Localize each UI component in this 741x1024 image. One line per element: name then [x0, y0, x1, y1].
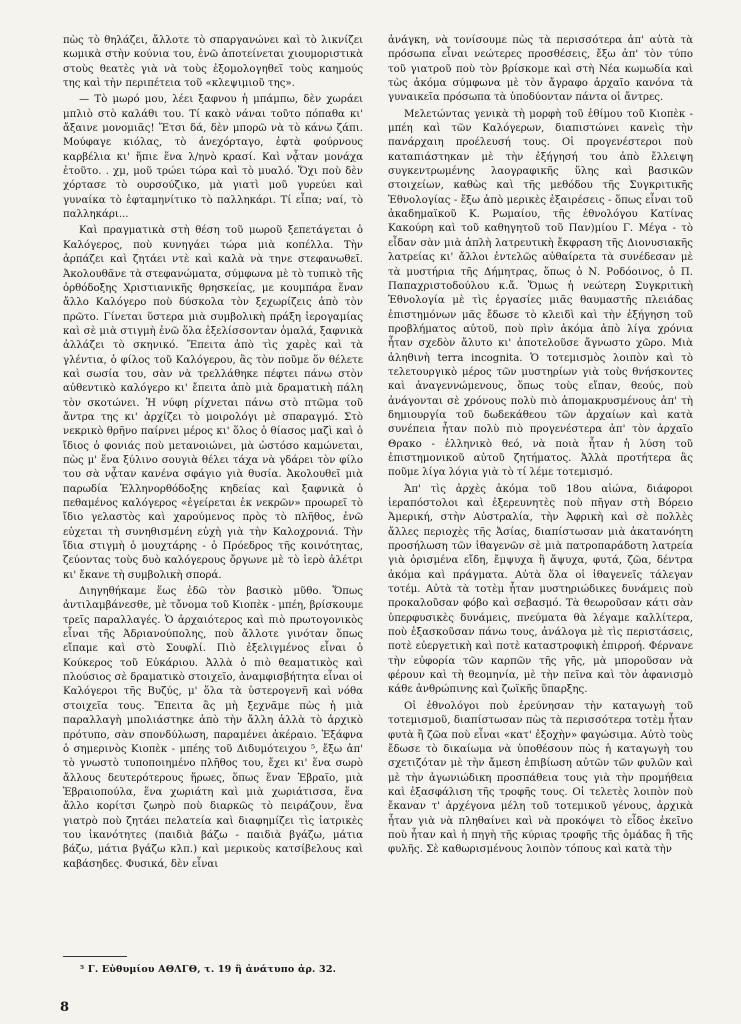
paragraph: Οἱ ἐθνολόγοι ποὺ ἐρεύνησαν τὴν καταγωγὴ τοῦ τοτεμισμοῦ, διαπίστωσαν πὼς τὰ περισσότερα τοτὲμ ἦταν φυτὰ ἢ ζῶα ποὺ εἶναι «κατ' ἐξοχὴν» φαγώσιμα. Αὐτὸ τοὺς ἔδωσε τὸ δικαίωμα νὰ ὑποθέσουν πὼς ἡ καταγωγὴ του σχετιζόταν μὲ τὴν ἄμεση ἐπιβίωση αὐτῶν τῶν φυλῶν καὶ μὲ τὴν ἀγωνιώδικη προσπάθεια τους γιὰ τὴν προμήθεια καὶ ἐξασφάλιση τῆς τροφῆς τους. Οἱ τελετὲς λοιπὸν ποὺ ἔκαναν τ' ἀρχέγονα μέλη τοῦ τοτεμικοῦ γένους, ἀρχικὰ ἦταν γιὰ νὰ πληθαίνει καὶ νὰ προκόψει τὸ εἶδος ἐκεῖνο ποὺ ἦταν καὶ ἡ πηγὴ τῆς κύριας τροφῆς τῆς ὁμάδας ἢ τῆς φυλῆς. Σὲ καθωρισμένους λοιπὸν τόπους καὶ κατὰ τὴν — [388, 700, 693, 856]
footnote: ⁵ Γ. Εὐθυμίου ΑΘΛΓΘ, τ. 19 ἢ ἀνάτυπο ἀρ. 32. — [80, 964, 337, 975]
paragraph: Καὶ πραγματικὰ στὴ θέση τοῦ μωροῦ ξεπετάγεται ὁ Καλόγερος, ποὺ κυνηγάει τώρα μιὰ κοπέλλα. Τὴν ἁρπάζει καὶ ζητάει ντὲ καὶ καλὰ νὰ τηνε στεφανωθεῖ. Ἀκολουθᾶνε τὰ στεφανώματα, σύμφωνα μὲ τὸ τυπικὸ τῆς ὀρθόδοξης Χριστιανικῆς θρησκείας, με κουμπάρα ἕναν ἄλλο Καλόγερο ποὺ δύσκολα τὸν ξεχωρίζεις ἀπὸ τὸν πρῶτο. Γίνεται ὕστερα μιὰ συμβολικὴ πράξη ἱερογαμίας καὶ σὲ μιὰ στιγμὴ ἐνῶ ὅλα ἐξελίσσονταν ὁμαλά, ξαφνικὰ ἀλλάζει τὸ σκηνικό. Ἔπειτα ἀπὸ τὶς χαρὲς καὶ τὰ γλέντια, ὁ φίλος τοῦ Καλόγερου, ἂς τὸν ποῦμε ὅν θέλετε καὶ σωσία του, σὰν νὰ τρελλάθηκε πέφτει πάνω στὸν αὐθεντικὸ καλόγερο κι' ἔπειτα ἀπὸ μιὰ δραματικὴ πάλη τὸν σκοτώνει. Ἡ νύφη ρίχνεται πάνω στὸ πτῶμα τοῦ ἄντρα της κι' ἀρχίζει τὸ μοιρολόγι μὲ σπαραγμό. Στὸ νεκρικὸ θρῆνο παίρνει μέρος κι' ὅλος ὁ θίασος μαζὶ καὶ ὁ ἴδιος ὁ φονιάς ποὺ μετανοιώνει, μὰ ὡστόσο καμώνεται, πὼς μ' ἕνα ξύλινο σουγιὰ θέλει τάχα νὰ γδάρει τὸν φίλο του σὰ νᾆταν κανένα σφάγιο γιὰ θυσία. Ἀκολουθεῖ μιὰ παρωδία Ἑλληνορθόδοξης κηδείας καὶ ξαφνικὰ ὁ πεθαμένος καλόγερος «ἐγείρεται ἐκ νεκρῶν» προωρεῖ τὸ ἴδιο γελαστὸς καὶ χαρούμενος πρὸς τὸ πλῆθος, ἐνῶ εὐχεται τὴ συνηθισμένη εὐχὴ γιὰ τὴν Καλοχρονιά. Τὴν ἴδια στιγμὴ ὁ μουχτάρης - ὁ Πρόεδρος τῆς κοινότητας, ζεύοντας τοὺς δυὸ καλόγερους ὄργωνε μὲ τὸ ἱερὸ ἀλέτρι κι' ἔκανε τὴ συμβολικὴ σπορά. — [63, 225, 363, 581]
paragraph: Διηγηθήκαμε ἕως ἐδῶ τὸν βασικὸ μῦθο. Ὅπως ἀντιλαμβάνεσθε, μὲ τὄνομα τοῦ Κιοπὲκ - μπέη, βρίσκουμε τρεῖς παραλλαγές. Ὁ ἀρχαιότερος καὶ πιὸ πρωτογονικὸς εἶναι τῆς Ἀδριανούπολης, ποὺ ἄλλοτε γινόταν ὅπως εἴπαμε καὶ στὸ Σουφλί. Πιὸ ἐξελιγμένος εἶναι ὁ Κούκερος τοῦ Εὐκάριου. Ἀλλὰ ὁ πιὸ θεαματικὸς καὶ πλούσιος σὲ δραματικὸ στοιχεῖο, ἀναμφισβήτητα εἶναι οἱ Καλόγεροι τῆς Βυζύς, μ' ὅλα τὰ ὑστερογενῆ καὶ νόθα στοιχεῖα τους. Ἔπειτα ἂς μὴ ξεχνᾶμε πὼς ἡ μιὰ παραλλαγὴ μπολιάστηκε ἀπὸ τὴν ἄλλη ἀλλὰ τὸ ἀρχικὸ πρότυπο, σὰν σπονδύλωση, παραμένει ἀκέραιο. Ἐξάφνα ὁ σημερινὸς Κιοπὲκ - μπέης τοῦ Διδυμότειχου ⁵, ἔξω ἀπ' τὸ γνωστὸ τυποποιημένο πλῆθος του, ἔχει κι' ἕνα σωρὸ ἄλλους δευτερότερους ἥρωες, ὅπως ἕναν Ἑβραῖο, μιὰ Ἑβραιοπούλα, ἕνα χωριάτη καὶ μιὰ χωριάτισσα, ἕνα ἄλλο κορίτσι ζωηρὸ ποὺ διαρκῶς τὸ πειράζουν, ἕνα γιατρὸ ποὺ ζητάει πελατεία καὶ διαφημίζει τὶς ἰατρικὲς του ἱκανότητες (παιδιὰ βάζω - παιδιὰ βγάζω, μάτια βάζω, μάτια βγάζω κλπ.) καὶ μερικοὺς κατσίβελους καὶ καβάσηδες. Φυσικά, δὲν εἶναι — [63, 586, 363, 870]
footnote-rule — [63, 956, 127, 957]
paragraph: πὼς τὸ θηλάζει, ἄλλοτε τὸ σπαργανώνει καὶ τὸ λικνίζει κωμικὰ στὴν κούνια του, ἐνῶ ἀποτείνεται χιουμοριστικὰ στοὺς θεατὲς γιὰ νὰ τοὺς ἐξομολογηθεῖ τοὺς καημούς της καὶ τὴν περιπέτεια τοῦ «κλεψιμιοῦ της». — [63, 35, 363, 90]
right-column — [388, 34, 693, 858]
left-column — [63, 34, 363, 872]
paragraph: — Τὸ μωρό μου, λέει ξαφνου ἡ μπάμπω, δὲν χωράει μπλιὸ στὸ καλάθι του. Τί κακὸ νάναι τοῦτο πόπαθα κι' ἄξαινε μονομιᾶς! Ἔτσι δά, δὲν μπορῶ νὰ τὸ κάνω ζάπι. Μούφαγε κιόλας, τὸ ἀνεχόρταγο, ἑφτὰ φούρνους καρβέλια κι' ἥπιε ἕνα λ/ηνὸ κρασί. Καὶ νᾆταν μονάχα ἐτοῦτο. . χμ, μοῦ τρώει τώρα καὶ τὸ μυαλό. Ὅχι ποὺ δὲν χόρτασε τὸ ουρσούζικο, μὰ γιατὶ μοῦ γυρεύει καὶ γυναίκα τὸ ἑφταμηνίτικο τὸ παλληκάρι. Τί εἶπα; ναί, τὸ παλληκάρι... — [63, 94, 363, 221]
paragraph: Ἀπ' τὶς ἀρχὲς ἀκόμα τοῦ 18ου αἰώνα, διάφοροι ἱεραπόστολοι καὶ ἐξερευνητὲς ποὺ πῆγαν στὴ Βόρειο Ἀμερική, στὴν Αὐστραλία, τὴν Ἀφρικὴ καὶ σὲ πολλὲς ἄλλες περιοχὲς τῆς Ἀσίας, διαπίστωσαν μιὰ ἀκατανόητη προσήλωση τῶν ἰθαγενῶν σὲ μιὰ πατροπαράδοτη λατρεία γιὰ ὁρισμένα εἴδη, ἔμψυχα ἢ ἄψυχα, φυτά, ζῶα, δέντρα ἀκόμα καὶ πράγματα. Αὐτὰ ὅλα οἱ ἰθαγενεῖς τάλεγαν τοτέμ. Αὐτὰ τὰ τοτὲμ ἦταν μυστηριώδικες δυνάμεις ποὺ προκαλοῦσαν φόβο καὶ σεβασμό. Τὰ θεωροῦσαν κάτι σὰν ὑπερφυσικὲς δυνάμεις, πνεύματα θὰ λέγαμε καλλίτερα, ποὺ ἐξασκοῦσαν πάνω τους, ἀνάλογα μὲ τὶς περιστάσεις, ποτὲ εὐεργετικὴ καὶ ποτὲ καταστροφικὴ ἐπιρροή. Φέρνανε τὴν εὐφορία τῶν καρπῶν τῆς γῆς, μὰ μποροῦσαν νὰ φέρουν καὶ τὴ θεομηνία, μὲ τὴν πεῖνα καὶ τὸν ἀφανισμὸ κάθε ἀνθρώπινης καὶ ζωϊκῆς ὕπαρξης. — [388, 483, 693, 696]
paragraph: ἀνάγκη, νὰ τονίσουμε πὼς τὰ περισσότερα ἀπ' αὐτὰ τὰ πρόσωπα εἶναι νεώτερες προσθέσεις, ἔξω ἀπ' τὸν τύπο τοῦ γιατροῦ ποὺ τὸν βρίσκομε καὶ στὴ Νέα κωμωδία καὶ τὼς ἀκόμα σύμφωνα μὲ τὸν ἄγραφο ἀρχαῖο κανόνα τὰ γυναικεῖα πρόσωπα τὰ ὑποδύονταν πάντα οἱ ἄντρες. — [388, 35, 693, 104]
paragraph: Μελετώντας γενικὰ τὴ μορφὴ τοῦ ἐθίμου τοῦ Κιοπὲκ - μπέη καὶ τῶν Καλόγερων, διαπιστώνει κανεὶς τὴν πανάρχαιη προέλευσή τους. Οἱ προγενέστεροι ποὺ καταπιάστηκαν μὲ τὴν ἐξήγησή του ἀπὸ ἔλλειψη συγκεντρωμένης λαογραφικῆς ὕλης καὶ βασικῶν στοιχείων, καθὼς καὶ τῆς μεθόδου τῆς Συγκριτικῆς Ἐθνολογίας - ἔξω ἀπὸ μερικὲς ἐξαιρέσεις - ὅπως εἶναι τοῦ ἀκαδημαϊκοῦ Κ. Ρωμαίου, τῆς ἐθνολόγου Κατίνας Κακούρη καὶ τοῦ καθηγητοῦ τοῦ Παν)μίου Γ. Μέγα - τὸ εἶδαν σὰν μιὰ ἁπλὴ λατρευτικὴ ἔκφραση τῆς Διονυσιακῆς λατρείας κι' ἄλλοι ἐντελῶς αὐθαίρετα τὰ συνέδεσαν μὲ τὰ μυστήρια τῆς Δήμητρας, ὅπως ὁ Ν. Ροδόοινος, ὁ Π. Παπαχριστοδούλου κ.ἄ. Ὅμως ἡ νεώτερη Συγκριτικὴ Ἐθνολογία μὲ τὶς ἐργασίες μιᾶς θαυμαστῆς πλειάδας ἐπιστημόνων μᾶς ἔδωσε τὸ κλειδὶ καὶ τὴν ἐξήγηση τοῦ προβλήματος αὐτοῦ, ποὺ πρὶν ἀκόμα ἀπὸ λίγα χρόνια ἦταν σχεδὸν ἄλυτο κι' ἀποτελοῦσε ἄγνωστο χῶρο. Μιὰ ἀληθινὴ terra incognita. Ὁ τοτεμισμὸς λοιπὸν καὶ τὸ τελετουργικὸ μέρος τῶν μυστηρίων γιὰ τοὺς θνήσκοντες καὶ ἀναγεννώμενους, ὅπως τοὺς εἴπαν, θεούς, ποὺ ἀνάγονται σὲ χρόνους πολὺ πιὸ ἀπομακρυσμένους ἀπ' τὴ δημιουργία τοῦ δωδεκάθεου τῶν ἀρχαίων καὶ κατὰ συνέπεια ἦταν πολὺ πιὸ προγενέστερα ἀπ' τὸν ἀρχαῖο Θρακο - ἑλληνικὸ θεό, νὰ ποιὰ ἦταν ἡ λύση τοῦ ἐπιστημονικοῦ αὐτοῦ ζητήματος. Ἀλλὰ προτήτερα ἂς ποῦμε λίγα λόγια γιὰ τὸ τί λέμε τοτεμισμό. — [388, 108, 693, 479]
page-number: 8 — [60, 1000, 70, 1015]
